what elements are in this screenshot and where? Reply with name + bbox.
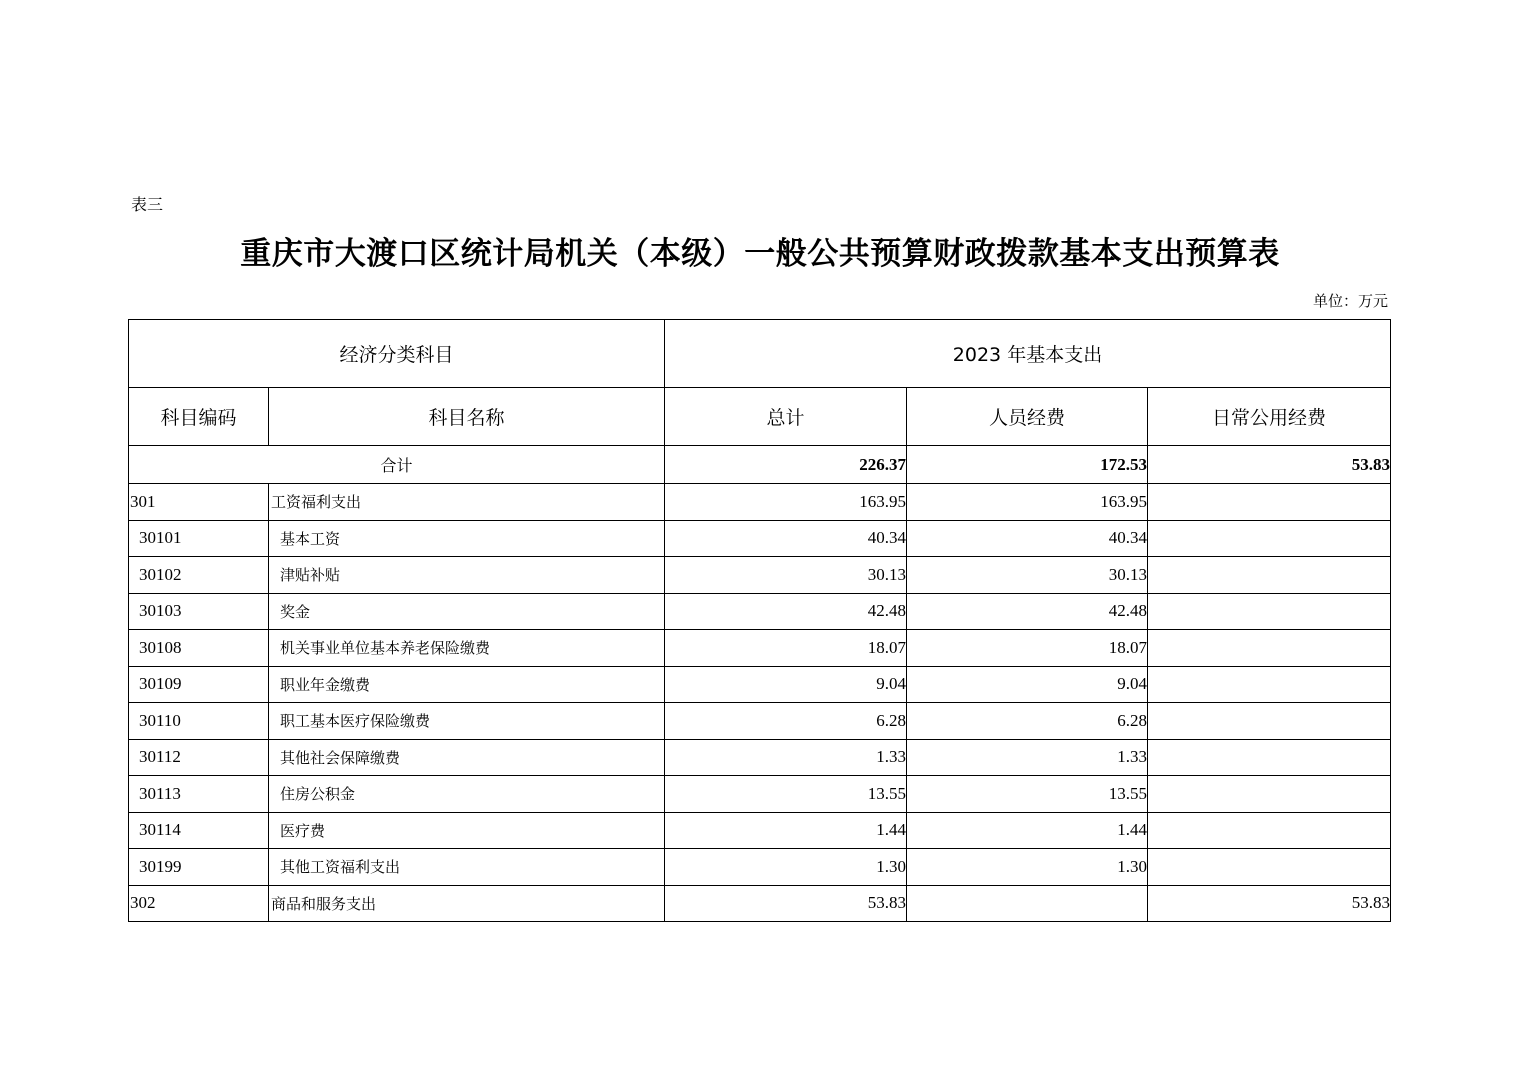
row-personnel: 13.55 bbox=[907, 776, 1148, 813]
table-row bbox=[129, 484, 1391, 521]
row-code: 30110 bbox=[129, 703, 269, 740]
document-title: 重庆市大渡口区统计局机关（本级）一般公共预算财政拨款基本支出预算表 bbox=[240, 236, 1280, 272]
table-label: 表三 bbox=[131, 195, 164, 214]
row-total: 53.83 bbox=[665, 885, 907, 922]
row-code: 30108 bbox=[129, 630, 269, 667]
table-row bbox=[129, 593, 1391, 630]
row-name: 职业年金缴费 bbox=[269, 666, 665, 703]
column-header-row bbox=[129, 388, 1391, 446]
row-total: 40.34 bbox=[665, 520, 907, 557]
row-total: 13.55 bbox=[665, 776, 907, 813]
row-total: 18.07 bbox=[665, 630, 907, 667]
row-code: 30102 bbox=[129, 557, 269, 594]
row-personnel: 1.33 bbox=[907, 739, 1148, 776]
row-personnel: 9.04 bbox=[907, 666, 1148, 703]
table-row bbox=[129, 703, 1391, 740]
row-code: 301 bbox=[129, 484, 269, 521]
row-total: 9.04 bbox=[665, 666, 907, 703]
header-name: 科目名称 bbox=[269, 388, 665, 446]
row-name: 津贴补贴 bbox=[269, 557, 665, 594]
row-total: 1.33 bbox=[665, 739, 907, 776]
row-code: 30103 bbox=[129, 593, 269, 630]
row-personnel: 1.44 bbox=[907, 812, 1148, 849]
row-public bbox=[1148, 593, 1391, 630]
row-code: 30199 bbox=[129, 849, 269, 886]
row-name: 基本工资 bbox=[269, 520, 665, 557]
summary-total: 226.37 bbox=[665, 446, 907, 484]
header-public: 日常公用经费 bbox=[1148, 388, 1391, 446]
row-total: 6.28 bbox=[665, 703, 907, 740]
summary-personnel: 172.53 bbox=[907, 446, 1148, 484]
table-row bbox=[129, 739, 1391, 776]
row-personnel: 1.30 bbox=[907, 849, 1148, 886]
row-code: 30109 bbox=[129, 666, 269, 703]
row-personnel: 18.07 bbox=[907, 630, 1148, 667]
table-row bbox=[129, 520, 1391, 557]
row-name: 医疗费 bbox=[269, 812, 665, 849]
row-personnel: 163.95 bbox=[907, 484, 1148, 521]
row-total: 1.30 bbox=[665, 849, 907, 886]
row-name: 住房公积金 bbox=[269, 776, 665, 813]
table-row bbox=[129, 666, 1391, 703]
group-header-row bbox=[129, 320, 1391, 388]
row-total: 30.13 bbox=[665, 557, 907, 594]
row-public bbox=[1148, 703, 1391, 740]
header-code: 科目编码 bbox=[129, 388, 269, 446]
row-name: 奖金 bbox=[269, 593, 665, 630]
summary-label: 合计 bbox=[129, 446, 665, 484]
row-public bbox=[1148, 739, 1391, 776]
row-public bbox=[1148, 520, 1391, 557]
header-total: 总计 bbox=[665, 388, 907, 446]
unit-label: 单位：万元 bbox=[1312, 292, 1388, 310]
row-total: 42.48 bbox=[665, 593, 907, 630]
summary-row bbox=[129, 446, 1391, 484]
row-code: 302 bbox=[129, 885, 269, 922]
budget-table bbox=[128, 319, 1391, 922]
row-total: 163.95 bbox=[665, 484, 907, 521]
summary-public: 53.83 bbox=[1148, 446, 1391, 484]
row-public bbox=[1148, 776, 1391, 813]
row-personnel: 30.13 bbox=[907, 557, 1148, 594]
table-row bbox=[129, 885, 1391, 922]
row-personnel: 42.48 bbox=[907, 593, 1148, 630]
row-name: 商品和服务支出 bbox=[269, 885, 665, 922]
row-name: 其他工资福利支出 bbox=[269, 849, 665, 886]
table-row bbox=[129, 557, 1391, 594]
row-code: 30113 bbox=[129, 776, 269, 813]
table-row bbox=[129, 630, 1391, 667]
row-public bbox=[1148, 849, 1391, 886]
row-public: 53.83 bbox=[1148, 885, 1391, 922]
table-row bbox=[129, 776, 1391, 813]
row-personnel: 40.34 bbox=[907, 520, 1148, 557]
header-economic-category: 经济分类科目 bbox=[129, 320, 665, 388]
row-code: 30114 bbox=[129, 812, 269, 849]
row-name: 机关事业单位基本养老保险缴费 bbox=[269, 630, 665, 667]
row-public bbox=[1148, 630, 1391, 667]
row-public bbox=[1148, 812, 1391, 849]
table-row bbox=[129, 812, 1391, 849]
row-code: 30112 bbox=[129, 739, 269, 776]
row-public bbox=[1148, 666, 1391, 703]
row-public bbox=[1148, 484, 1391, 521]
row-code: 30101 bbox=[129, 520, 269, 557]
table-row bbox=[129, 849, 1391, 886]
row-name: 工资福利支出 bbox=[269, 484, 665, 521]
row-name: 其他社会保障缴费 bbox=[269, 739, 665, 776]
header-personnel: 人员经费 bbox=[907, 388, 1148, 446]
row-personnel: 6.28 bbox=[907, 703, 1148, 740]
row-total: 1.44 bbox=[665, 812, 907, 849]
row-personnel bbox=[907, 885, 1148, 922]
row-name: 职工基本医疗保险缴费 bbox=[269, 703, 665, 740]
row-public bbox=[1148, 557, 1391, 594]
header-basic-expenditure: 2023 年基本支出 bbox=[665, 320, 1391, 388]
